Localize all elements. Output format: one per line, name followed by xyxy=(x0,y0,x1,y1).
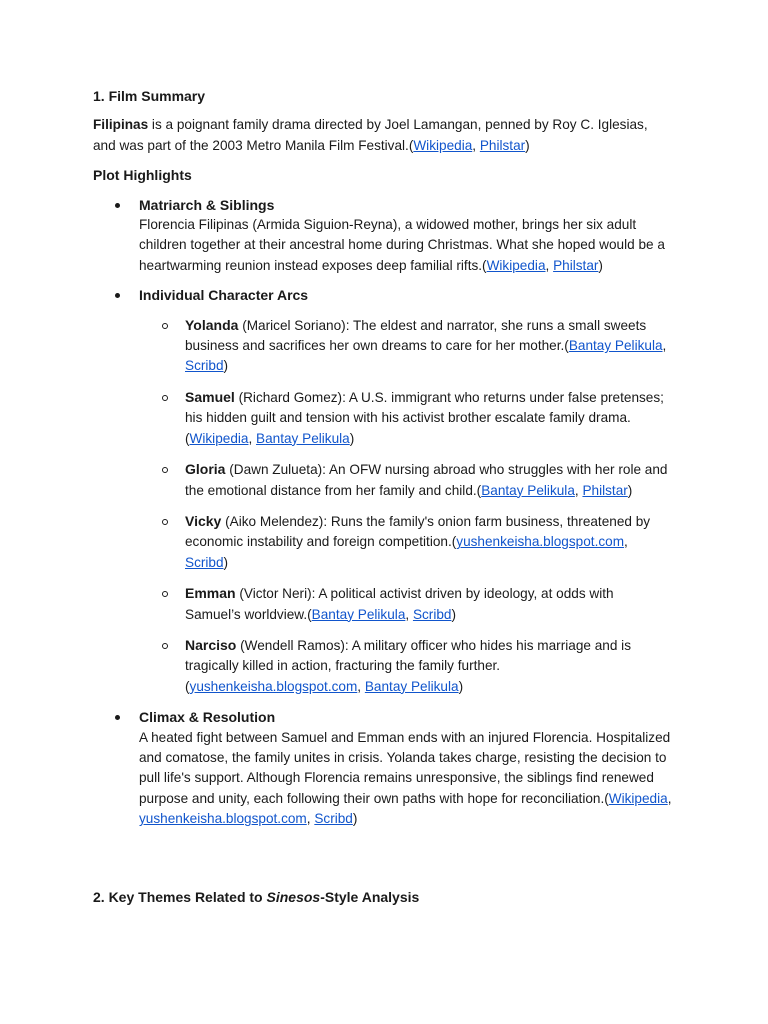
link-scribd[interactable]: Scribd xyxy=(314,811,353,827)
item-text: A heated fight between Samuel and Emman ends with an injured Florencia. Hospitalized and comatose, the family unites in crisis. Yolanda takes charge, resisting the decision to pull life's support. Although Florencia remains unresponsive, the siblings find renewed purpose and unity, each following their own paths with hope for reconciliation.( xyxy=(139,729,671,806)
list-item-climax xyxy=(93,707,673,829)
close-paren: ) xyxy=(525,137,530,153)
character-text: (Richard Gomez): A U.S. immigrant who returns under false pretenses; his hidden guilt and tension with his activist brother escalate family drama.( xyxy=(185,389,664,446)
separator: , xyxy=(405,606,413,622)
close-paren: ) xyxy=(458,678,464,694)
separator: , xyxy=(624,534,628,550)
item-text: Florencia Filipinas (Armida Siguion-Reyna), a widowed mother, brings her six adult children together at their ancestral home during Christmas. What she hoped would be a heartwarming reunion instead exposes deep familial rifts.( xyxy=(139,217,665,273)
separator: , xyxy=(574,482,583,498)
character-text: (Wendell Ramos): A military officer who hides his marriage and is tragically killed in action, fracturing the family further.( xyxy=(185,637,631,694)
character-name: Narciso xyxy=(185,636,237,653)
link-philstar[interactable]: Philstar xyxy=(479,137,526,153)
character-text: (Maricel Soriano): The eldest and narrator, she runs a small sweets business and sacrifices her own dreams to care for her mother.( xyxy=(185,317,647,354)
link-wikipedia[interactable]: Wikipedia xyxy=(608,790,668,806)
heading-prefix: 2. Key Themes Related to xyxy=(93,889,267,905)
character-name: Yolanda xyxy=(185,316,239,333)
link-yushenkeisha[interactable]: yushenkeisha.blogspot.com xyxy=(189,678,358,694)
link-bantay-pelikula[interactable]: Bantay Pelikula xyxy=(481,482,575,498)
link-philstar[interactable]: Philstar xyxy=(553,257,599,273)
close-paren: ) xyxy=(627,482,633,498)
heading-emphasis: Sinesos xyxy=(266,889,321,905)
character-item xyxy=(139,387,673,449)
character-text: (Dawn Zulueta): An OFW nursing abroad who struggles with her role and the emotional distance from her family and child.( xyxy=(185,462,668,498)
character-text: (Aiko Melendez): Runs the family's onion farm business, threatened by economic instability and foreign competition.( xyxy=(185,513,651,550)
link-bantay-pelikula[interactable]: Bantay Pelikula xyxy=(256,430,350,446)
link-wikipedia[interactable]: Wikipedia xyxy=(413,137,473,153)
separator: , xyxy=(662,338,667,354)
character-item xyxy=(139,315,673,377)
character-name: Gloria xyxy=(185,461,226,478)
link-wikipedia[interactable]: Wikipedia xyxy=(189,430,249,446)
link-yushenkeisha[interactable]: yushenkeisha.blogspot.com xyxy=(456,534,625,550)
character-item xyxy=(139,583,673,625)
character-item xyxy=(139,459,673,501)
heading-suffix: -Style Analysis xyxy=(320,889,420,905)
subheading: Climax & Resolution xyxy=(139,709,276,726)
link-scribd[interactable]: Scribd xyxy=(185,358,224,374)
separator: , xyxy=(248,430,257,446)
plot-highlights-heading: Plot Highlights xyxy=(93,167,192,184)
list-item-matriarch xyxy=(93,195,673,277)
separator: , xyxy=(472,137,480,153)
character-name: Samuel xyxy=(185,388,235,405)
character-item xyxy=(139,511,673,573)
character-name: Vicky xyxy=(185,512,222,529)
close-paren: ) xyxy=(352,811,358,827)
link-yushenkeisha[interactable]: yushenkeisha.blogspot.com xyxy=(139,811,307,827)
close-paren: ) xyxy=(451,606,456,622)
list-item-arcs xyxy=(93,285,673,697)
link-wikipedia[interactable]: Wikipedia xyxy=(486,257,546,273)
close-paren: ) xyxy=(349,430,355,446)
link-scribd[interactable]: Scribd xyxy=(412,606,452,622)
film-title: Filipinas xyxy=(93,117,149,133)
intro-paragraph xyxy=(93,115,673,156)
section-2-heading xyxy=(93,887,419,907)
separator: , xyxy=(545,257,554,273)
character-list xyxy=(139,315,673,698)
close-paren: ) xyxy=(223,358,229,374)
character-item xyxy=(139,635,673,697)
separator: , xyxy=(357,678,365,694)
link-bantay-pelikula[interactable]: Bantay Pelikula xyxy=(311,606,406,622)
subheading: Individual Character Arcs xyxy=(139,287,309,304)
character-text: (Victor Neri): A political activist driven by ideology, at odds with Samuel’s worldview.( xyxy=(185,586,614,622)
plot-list xyxy=(93,195,673,830)
subheading: Matriarch & Siblings xyxy=(139,196,275,213)
link-scribd[interactable]: Scribd xyxy=(185,554,224,570)
intro-text: is a poignant family drama directed by Joel Lamangan, penned by Roy C. Iglesias, and was part of the 2003 Metro Manila Film Festival.( xyxy=(93,117,648,153)
close-paren: ) xyxy=(598,257,603,273)
section-1 xyxy=(93,86,673,839)
character-name: Emman xyxy=(185,585,236,602)
link-philstar[interactable]: Philstar xyxy=(582,482,628,498)
link-bantay-pelikula[interactable]: Bantay Pelikula xyxy=(568,338,663,354)
close-paren: ) xyxy=(223,554,229,570)
separator: , xyxy=(667,790,672,806)
link-bantay-pelikula[interactable]: Bantay Pelikula xyxy=(364,678,459,694)
section-heading: 1. Film Summary xyxy=(93,88,206,104)
separator: , xyxy=(306,811,315,827)
